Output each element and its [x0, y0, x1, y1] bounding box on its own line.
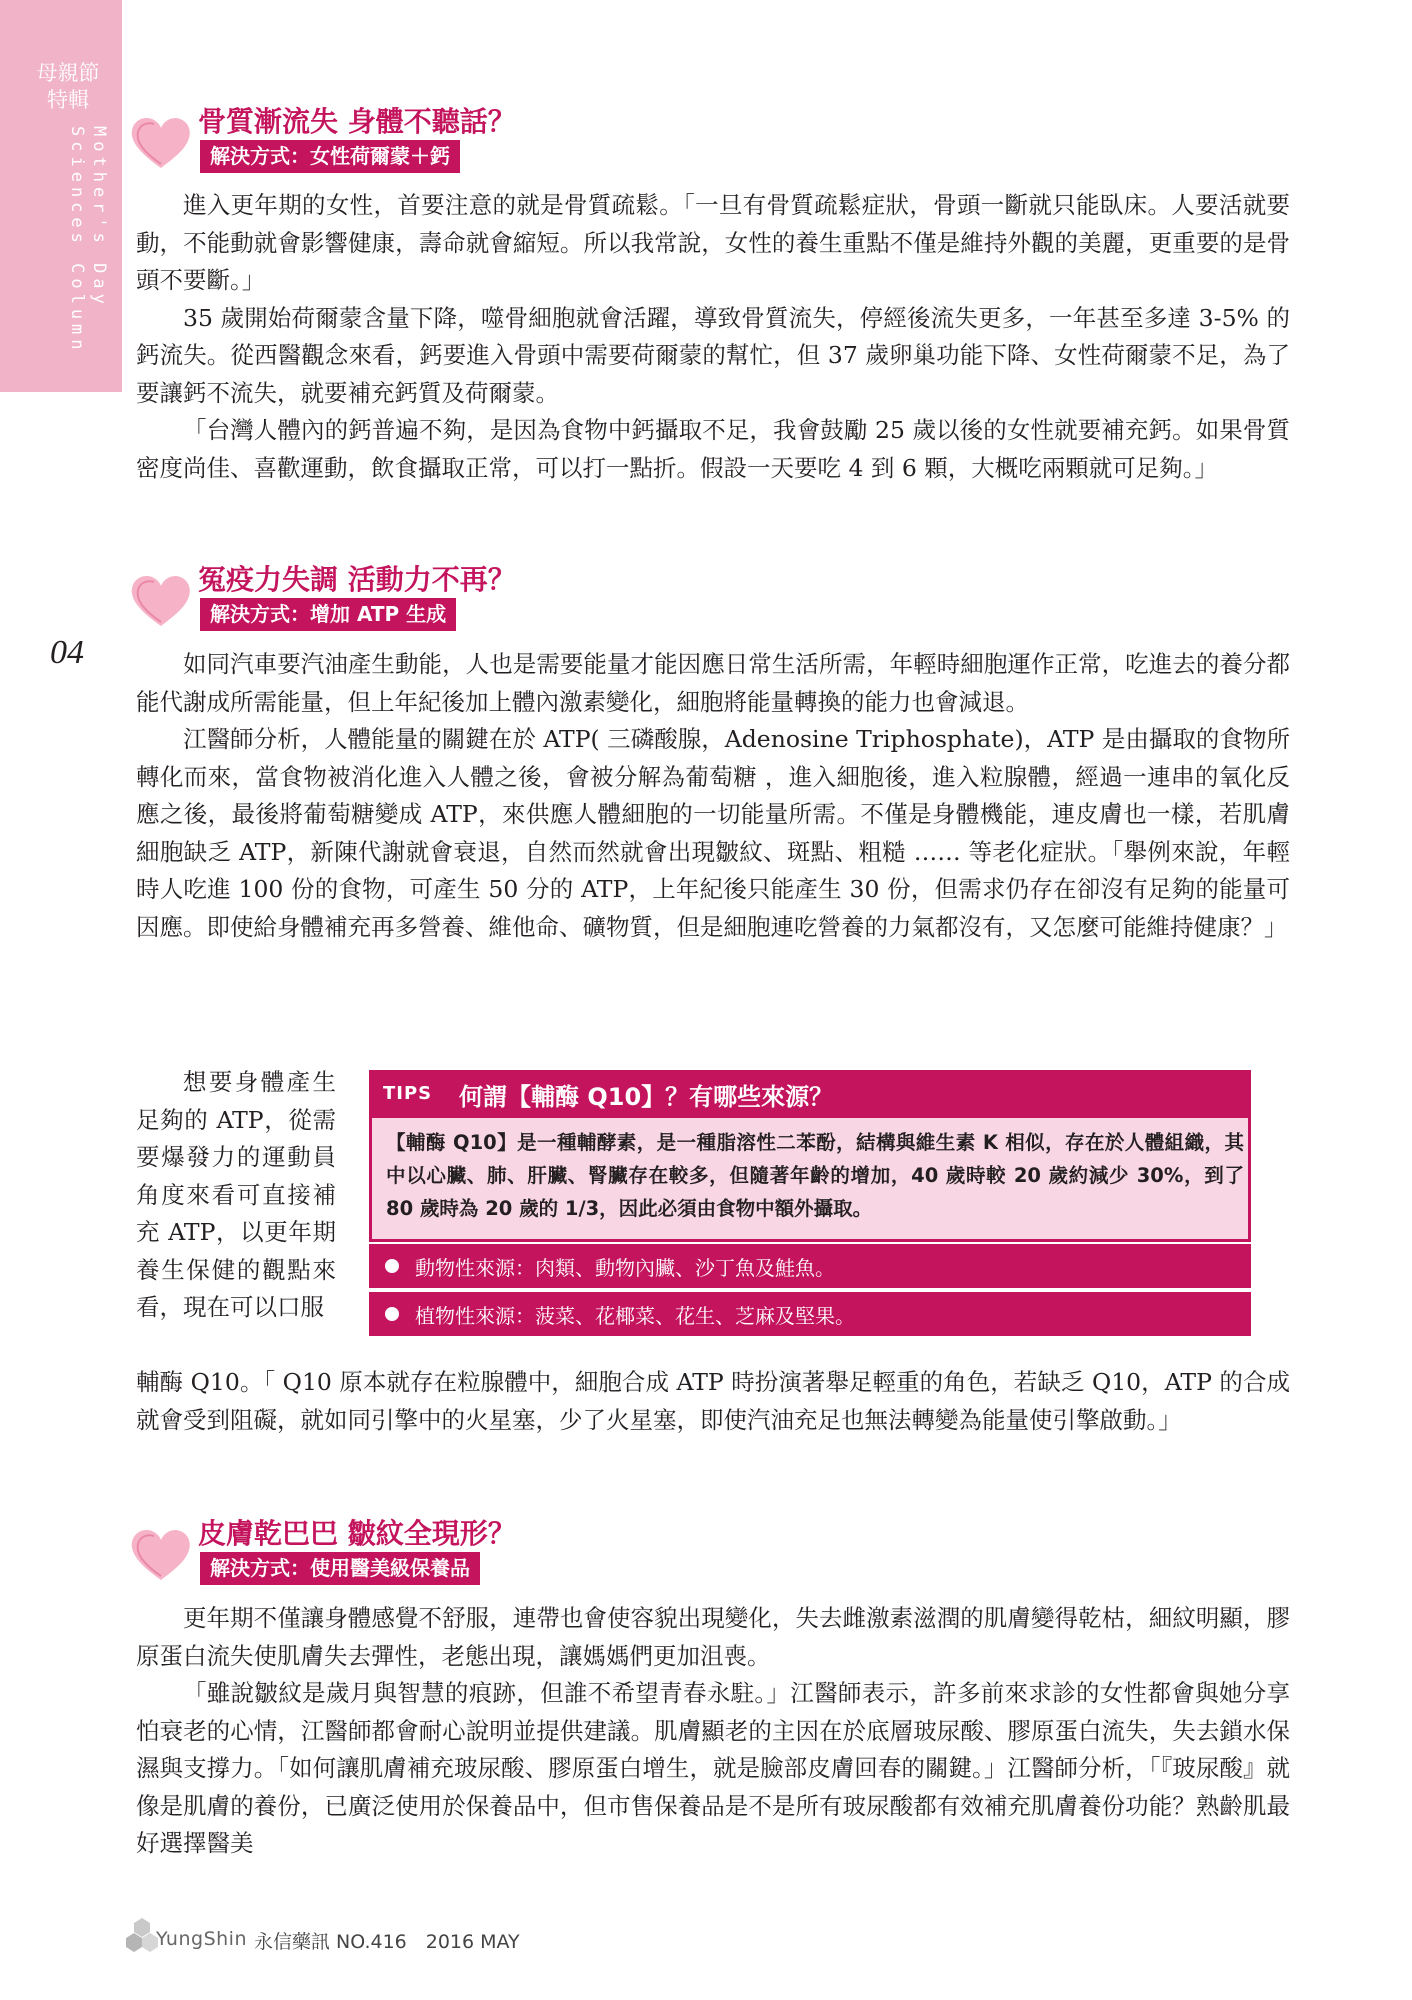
side-tab-zh-line2: 特輯: [47, 88, 89, 112]
side-tab-zh: [28, 60, 108, 114]
bullet-icon: [385, 1259, 399, 1273]
side-tab-zh-line1: 母親節: [36, 61, 100, 85]
paragraph: 想要身體產生足夠的 ATP，從需要爆發力的運動員角度來看可直接補充 ATP，以更年期養生保健的觀點來看，現在可以口服: [136, 1068, 336, 1321]
section-side-tab: [0, 0, 122, 392]
bullet-icon: [385, 1307, 399, 1321]
heart-icon: [128, 114, 194, 172]
heart-icon: [128, 572, 194, 630]
source-label: 植物性來源：菠菜、花椰菜、花生、芝麻及堅果。: [415, 1304, 855, 1328]
paragraph: 35 歲開始荷爾蒙含量下降，噬骨細胞就會活躍，導致骨質流失，停經後流失更多，一年甚至多達 3-5% 的鈣流失。從西醫觀念來看，鈣要進入骨頭中需要荷爾蒙的幫忙，但 37 歲卵巢功能下降、女性荷爾蒙不足，為了要讓鈣不流失，就要補充鈣質及荷爾蒙。: [136, 303, 1290, 407]
paragraph: 「台灣人體內的鈣普遍不夠，是因為食物中鈣攝取不足，我會鼓勵 25 歲以後的女性就要補充鈣。如果骨質密度尚佳、喜歡運動，飲食攝取正常，可以打一點折。假設一天要吃 4 到 6 顆，大概吃兩顆就可足夠。」: [136, 416, 1290, 482]
section-title: 冤疫力失調 活動力不再？: [198, 563, 516, 596]
tips-header: [369, 1070, 1251, 1118]
yungshin-logo-icon: [126, 1916, 158, 1956]
section-title: 皮膚乾巴巴 皺紋全現形？: [198, 1517, 516, 1550]
paragraph: 進入更年期的女性，首要注意的就是骨質疏鬆。「一旦有骨質疏鬆症狀，骨頭一斷就只能臥床。人要活就要動，不能動就會影響健康，壽命就會縮短。所以我常說，女性的養生重點不僅是維持外觀的美麗，更重要的是骨頭不要斷。」: [136, 191, 1290, 294]
solution-label: 解決方式：使用醫美級保養品: [200, 1552, 480, 1585]
section-body-energy-continued: [136, 1364, 1290, 1439]
tips-box: [369, 1070, 1251, 1328]
paragraph: 如同汽車要汽油產生動能，人也是需要能量才能因應日常生活所需，年輕時細胞運作正常，吃進去的養分都能代謝成所需能量，但上年紀後加上體內激素變化，細胞將能量轉換的能力也會減退。: [136, 650, 1290, 716]
heart-icon: [128, 1526, 194, 1584]
publication-info: 永信藥訊 NO.416 2016 MAY: [254, 1931, 520, 1953]
paragraph: 更年期不僅讓身體感覺不舒服，連帶也會使容貌出現變化，失去雌激素滋潤的肌膚變得乾枯，細紋明顯，膠原蛋白流失使肌膚失去彈性，老態出現，讓媽媽們更加沮喪。: [136, 1604, 1290, 1670]
tips-source-plant: [369, 1292, 1251, 1336]
paragraph: 江醫師分析，人體能量的關鍵在於 ATP( 三磷酸腺，Adenosine Triphosphate)，ATP 是由攝取的食物所轉化而來，當食物被消化進入人體之後，會被分解為葡萄糖 ，進入細胞後，進入粒腺體，經過一連串的氧化反應之後，最後將葡萄糖變成 ATP，來供應人體細胞的一切能量所需。不僅是身體機能，連皮膚也一樣，若肌膚細胞缺乏 ATP，新陳代謝就會衰退，自然而然就會出現皺紋、斑點、粗糙 …… 等老化症狀。「舉例來說，年輕時人吃進 100 份的食物，可產生 50 分的 ATP，上年紀後只能產生 30 份，但需求仍存在卻沒有足夠的能量可因應。即使給身體補充再多營養、維他命、礦物質，但是細胞連吃營養的力氣都沒有，又怎麼可能維持健康？」: [136, 725, 1290, 941]
tips-body-text: 【輔酶 Q10】是一種輔酵素，是一種脂溶性二苯酚，結構與維生素 K 相似，存在於人體組織，其中以心臟、肺、肝臟、腎臟存在較多，但隨著年齡的增加，40 歲時較 20 歲約減少 30%，到了 80 歲時為 20 歲的 1/3，因此必須由食物中額外攝取。: [386, 1131, 1244, 1220]
source-label: 動物性來源：肉類、動物內臟、沙丁魚及鮭魚。: [415, 1256, 835, 1280]
tips-source-animal: [369, 1244, 1251, 1288]
solution-label: 解決方式：增加 ATP 生成: [200, 598, 456, 631]
tips-question: 何謂【輔酶 Q10】？有哪些來源？: [459, 1083, 834, 1111]
side-tab-en: Mother's Day Sciences Column: [67, 126, 109, 355]
tips-body: [369, 1118, 1251, 1242]
section-title: 骨質漸流失 身體不聽話？: [198, 105, 516, 138]
section-body-skin: [136, 1600, 1290, 1863]
brand-name: YungShin: [156, 1928, 247, 1950]
page-number: 04: [50, 634, 84, 671]
tips-tag: TIPS: [383, 1083, 433, 1104]
section-body-energy: [136, 646, 1290, 946]
solution-label: 解決方式：女性荷爾蒙＋鈣: [200, 140, 460, 173]
section-body-bone: [136, 187, 1290, 487]
wrap-paragraph: [136, 1064, 336, 1327]
paragraph: 輔酶 Q10。「 Q10 原本就存在粒腺體中，細胞合成 ATP 時扮演著舉足輕重的角色，若缺乏 Q10，ATP 的合成就會受到阻礙，就如同引擎中的火星塞，少了火星塞，即使汽油充足也無法轉變為能量使引擎啟動。」: [136, 1368, 1290, 1434]
paragraph: 「雖說皺紋是歲月與智慧的痕跡，但誰不希望青春永駐。」江醫師表示，許多前來求診的女性都會與她分享怕衰老的心情，江醫師都會耐心說明並提供建議。肌膚顯老的主因在於底層玻尿酸、膠原蛋白流失，失去鎖水保濕與支撐力。「如何讓肌膚補充玻尿酸、膠原蛋白增生，就是臉部皮膚回春的關鍵。」江醫師分析，「『玻尿酸』就像是肌膚的養份，已廣泛使用於保養品中，但市售保養品是不是所有玻尿酸都有效補充肌膚養份功能？熟齡肌最好選擇醫美: [136, 1679, 1290, 1857]
